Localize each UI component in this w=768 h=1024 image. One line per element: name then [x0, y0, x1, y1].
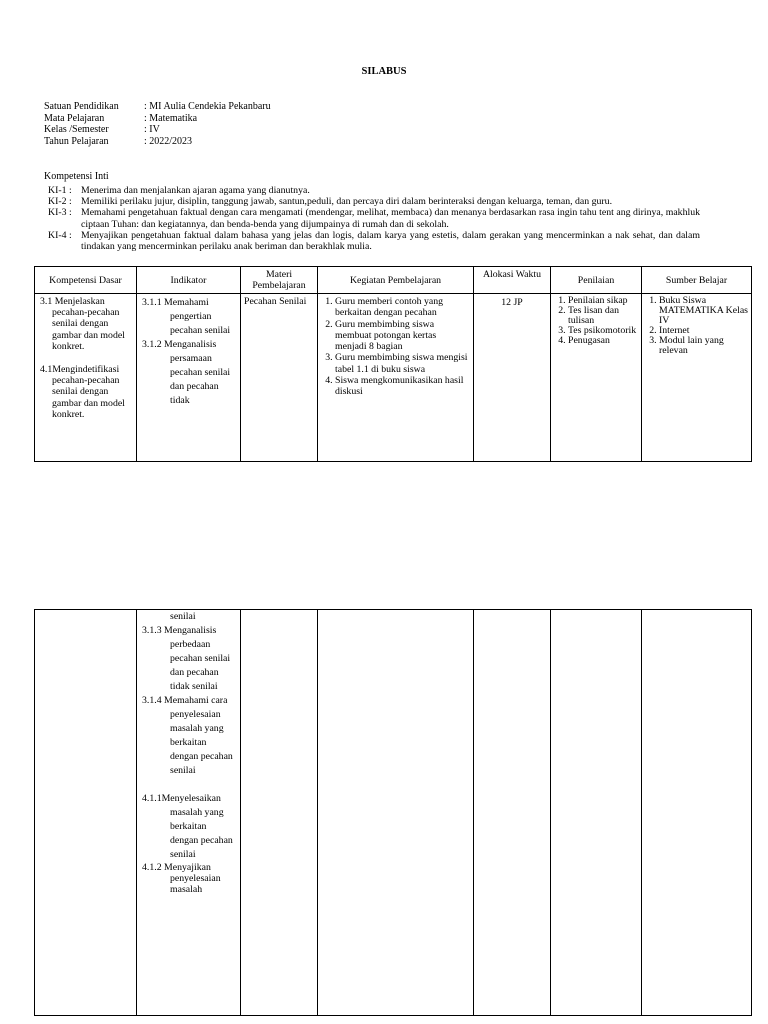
penilaian-item: 1. Penilaian sikap: [568, 296, 638, 306]
identity-value: : MI Aulia Cendekia Pekanbaru: [144, 101, 271, 112]
table-row: [35, 294, 752, 462]
sumber-item: 1. Buku Siswa MATEMATIKA Kelas IV: [659, 296, 748, 326]
materi-cell: [241, 610, 318, 1016]
ki-code: KI-2 :: [48, 196, 72, 208]
header-alokasi: Alokasi Waktu: [474, 267, 551, 294]
ki-item: [48, 207, 700, 229]
kegiatan-item: 3. Guru membimbing siswa mengisi tabel 1.1 di buku siswa: [335, 352, 470, 375]
alokasi-text: 12 JP: [501, 297, 523, 308]
header-sumber: Sumber Belajar: [642, 267, 752, 294]
identity-row: [44, 113, 271, 125]
ki-text: Memahami pengetahuan faktual dengan cara mengamati (mendengar, melihat, membaca) dan menanya berdasarkan rasa ingin tahu tent ang dirinya, makhluk ciptaan Tuhan: dan kegiatannya, dan benda-benda yang dijumpainya di rumah dan di sekolah.: [81, 207, 700, 230]
alokasi-cell: [474, 294, 551, 462]
syllabus-table-page-2: [34, 609, 752, 1016]
indikator-cell: [137, 294, 241, 462]
materi-text: Pecahan Senilai: [244, 296, 307, 307]
ki-text: Memiliki perilaku jujur, disiplin, tanggung jawab, santun,peduli, dan percaya diri dalam berinteraksi dengan keluarga, teman, dan guru.: [81, 196, 613, 208]
indikator-item: 3.1.4 Memahami cara penyelesaian masalah yang berkaitan dengan pecahan senilai: [142, 695, 233, 776]
ki-item: [48, 196, 700, 207]
ki-code: KI-1 :: [48, 185, 72, 196]
sumber-cell: [642, 294, 752, 462]
kd-cell: [35, 294, 137, 462]
ki-list: [48, 185, 700, 252]
penilaian-item: 4. Penugasan: [568, 336, 638, 346]
kegiatan-item: 2. Guru membimbing siswa membuat potongan kertas menjadi 8 bagian: [335, 319, 470, 353]
alokasi-cell: [474, 610, 551, 1016]
header-materi: Materi Pembelajaran: [241, 267, 318, 294]
kegiatan-item: 1. Guru memberi contoh yang berkaitan dengan pecahan: [335, 296, 470, 319]
ki-item: [48, 230, 700, 252]
indikator-item: 3.1.2 Menganalisis persamaan pecahan senilai dan pecahan tidak: [142, 339, 231, 406]
identity-value: : IV: [144, 124, 160, 135]
identity-key: Satuan Pendidikan: [44, 101, 119, 112]
ki-item: [48, 185, 700, 196]
sumber-cell: [642, 610, 752, 1016]
kd-cell: [35, 610, 137, 1016]
indikator-item: 3.1.3 Menganalisis perbedaan pecahan senilai dan pecahan tidak senilai: [142, 625, 231, 692]
kegiatan-cell: [318, 294, 474, 462]
header-kegiatan: Kegiatan Pembelajaran: [318, 267, 474, 294]
kd-item: 3.1 Menjelaskan pecahan-pecahan senilai dengan gambar dan model konkret.: [40, 296, 125, 352]
identity-key: Mata Pelajaran: [44, 112, 105, 124]
ki-heading: Kompetensi Inti: [44, 171, 109, 182]
ki-text: Menyajikan pengetahuan faktual dalam bahasa yang jelas dan logis, dalam karya yang estetis, dalam gerakan yang mencerminkan a nak sehat, dan dalam tindakan yang mencerminkan perilaku anak beriman dan berakhlak mulia.: [81, 229, 700, 253]
syllabus-table-page-1: [34, 266, 752, 462]
header-indikator: Indikator: [137, 267, 241, 294]
identity-row: [44, 136, 271, 148]
penilaian-item: 2. Tes lisan dan tulisan: [568, 306, 638, 326]
identity-row: [44, 101, 271, 113]
ki-code: KI-3 :: [48, 207, 72, 219]
header-kompetensi-dasar: Kompetensi Dasar: [35, 267, 137, 294]
header-penilaian: Penilaian: [551, 267, 642, 294]
identity-value: : 2022/2023: [144, 135, 193, 147]
materi-cell: [241, 294, 318, 462]
table-header-row: [35, 267, 752, 294]
ki-text: Menerima dan menjalankan ajaran agama yang dianutnya.: [81, 185, 310, 196]
identity-row: [44, 124, 271, 136]
indikator-cell: [137, 610, 241, 1016]
identity-value: : Matematika: [144, 112, 198, 124]
penilaian-item: 3. Tes psikomotorik: [568, 326, 638, 336]
kegiatan-item: 4. Siswa mengkomunikasikan hasil diskusi: [335, 375, 470, 398]
identity-block: [44, 101, 271, 147]
table-row: [35, 610, 752, 1016]
document-title: SILABUS: [361, 66, 407, 77]
kegiatan-cell: [318, 610, 474, 1016]
sumber-item: 2. Internet: [659, 326, 748, 336]
indikator-item: senilai: [170, 611, 196, 622]
indikator-item: 4.1.2 Menyajikan penyelesaian masalah: [142, 862, 221, 895]
identity-key: Kelas /Semester: [44, 124, 109, 135]
penilaian-cell: [551, 294, 642, 462]
indikator-item: 4.1.1Menyelesaikan masalah yang berkaitan dengan pecahan senilai: [142, 793, 233, 860]
sumber-item: 3. Modul lain yang relevan: [659, 336, 748, 356]
penilaian-cell: [551, 610, 642, 1016]
indikator-item: 3.1.1 Memahami pengertian pecahan senilai: [142, 297, 231, 336]
kd-item: 4.1Mengindetifikasi pecahan-pecahan senilai dengan gambar dan model konkret.: [40, 364, 125, 420]
identity-key: Tahun Pelajaran: [44, 135, 109, 147]
ki-code: KI-4 :: [48, 229, 72, 241]
